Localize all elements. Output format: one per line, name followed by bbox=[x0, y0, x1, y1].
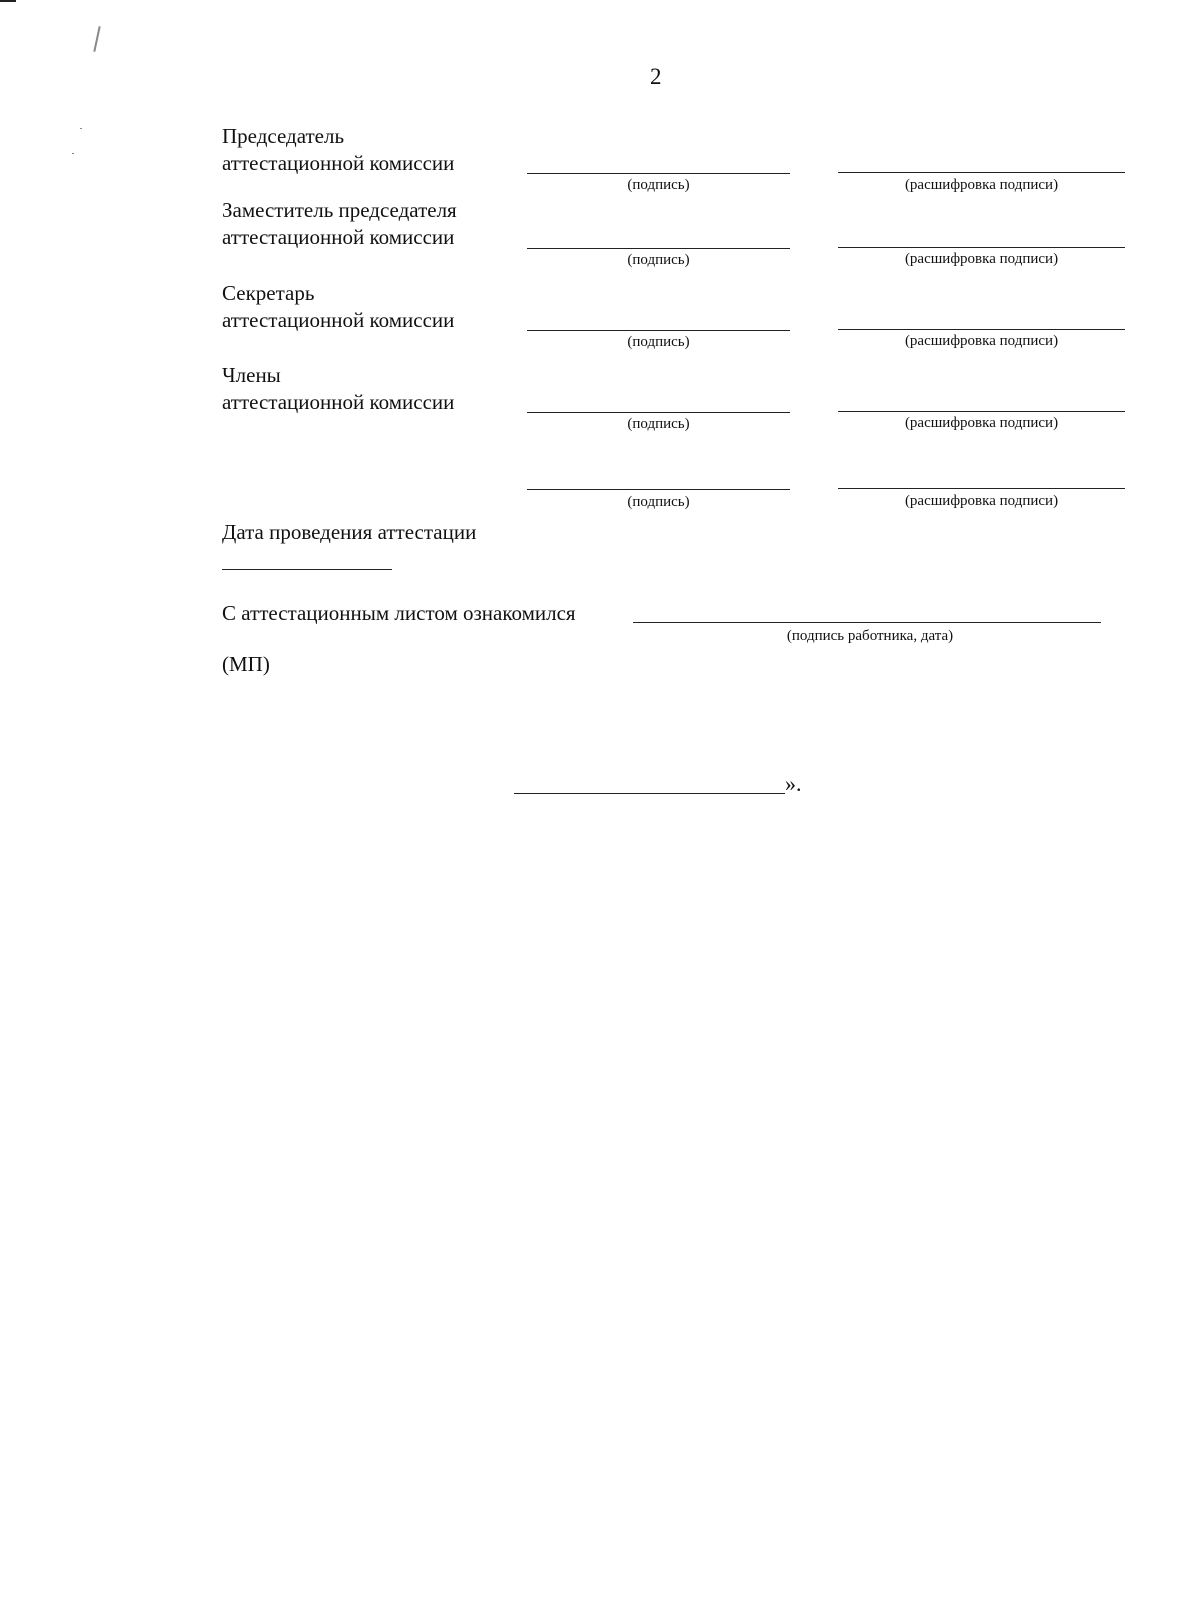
attestation-date-label: Дата проведения аттестации bbox=[222, 520, 477, 544]
acknowledgement-signature-line bbox=[633, 622, 1101, 623]
decoding-line bbox=[838, 488, 1125, 489]
scan-dust bbox=[72, 153, 74, 154]
role-label-members bbox=[222, 362, 454, 416]
signature-caption: (подпись) bbox=[627, 334, 690, 350]
decoding-caption: (расшифровка подписи) bbox=[904, 493, 1059, 509]
role-title-line1: Секретарь bbox=[222, 281, 315, 305]
decoding-caption: (расшифровка подписи) bbox=[904, 177, 1059, 193]
decoding-caption: (расшифровка подписи) bbox=[904, 251, 1059, 267]
acknowledgement-caption: (подпись работника, дата) bbox=[786, 628, 954, 644]
scan-dust bbox=[80, 128, 82, 129]
page-number: 2 bbox=[650, 64, 662, 89]
role-label-chairman bbox=[222, 123, 454, 177]
signature-line bbox=[527, 173, 790, 174]
role-label-secretary bbox=[222, 280, 454, 334]
role-title-line2: аттестационной комиссии bbox=[222, 151, 455, 175]
role-label-deputy-chairman bbox=[222, 197, 457, 251]
signature-line bbox=[527, 330, 790, 331]
decoding-caption: (расшифровка подписи) bbox=[904, 415, 1059, 431]
signature-line bbox=[527, 248, 790, 249]
signature-line bbox=[527, 412, 790, 413]
attestation-date-line bbox=[222, 569, 392, 570]
role-title-line2: аттестационной комиссии bbox=[222, 390, 455, 414]
role-title-line2: аттестационной комиссии bbox=[222, 308, 455, 332]
decoding-line bbox=[838, 247, 1125, 248]
closing-quote: ». bbox=[785, 771, 802, 796]
role-title-line1: Члены bbox=[222, 363, 281, 387]
role-title-line1: Заместитель председателя bbox=[222, 198, 457, 222]
scan-stray-mark bbox=[93, 26, 100, 52]
scan-corner-mark bbox=[0, 0, 16, 2]
signature-line bbox=[527, 489, 790, 490]
decoding-line bbox=[838, 411, 1125, 412]
signature-caption: (подпись) bbox=[627, 416, 690, 432]
decoding-line bbox=[838, 329, 1125, 330]
signature-caption: (подпись) bbox=[627, 177, 690, 193]
role-title-line1: Председатель bbox=[222, 124, 345, 148]
decoding-line bbox=[838, 172, 1125, 173]
signature-caption: (подпись) bbox=[627, 252, 690, 268]
decoding-caption: (расшифровка подписи) bbox=[904, 333, 1059, 349]
seal-place-label: (МП) bbox=[222, 652, 270, 676]
closing-line bbox=[514, 793, 785, 794]
acknowledgement-label: С аттестационным листом ознакомился bbox=[222, 601, 576, 625]
signature-caption: (подпись) bbox=[627, 494, 690, 510]
role-title-line2: аттестационной комиссии bbox=[222, 225, 455, 249]
